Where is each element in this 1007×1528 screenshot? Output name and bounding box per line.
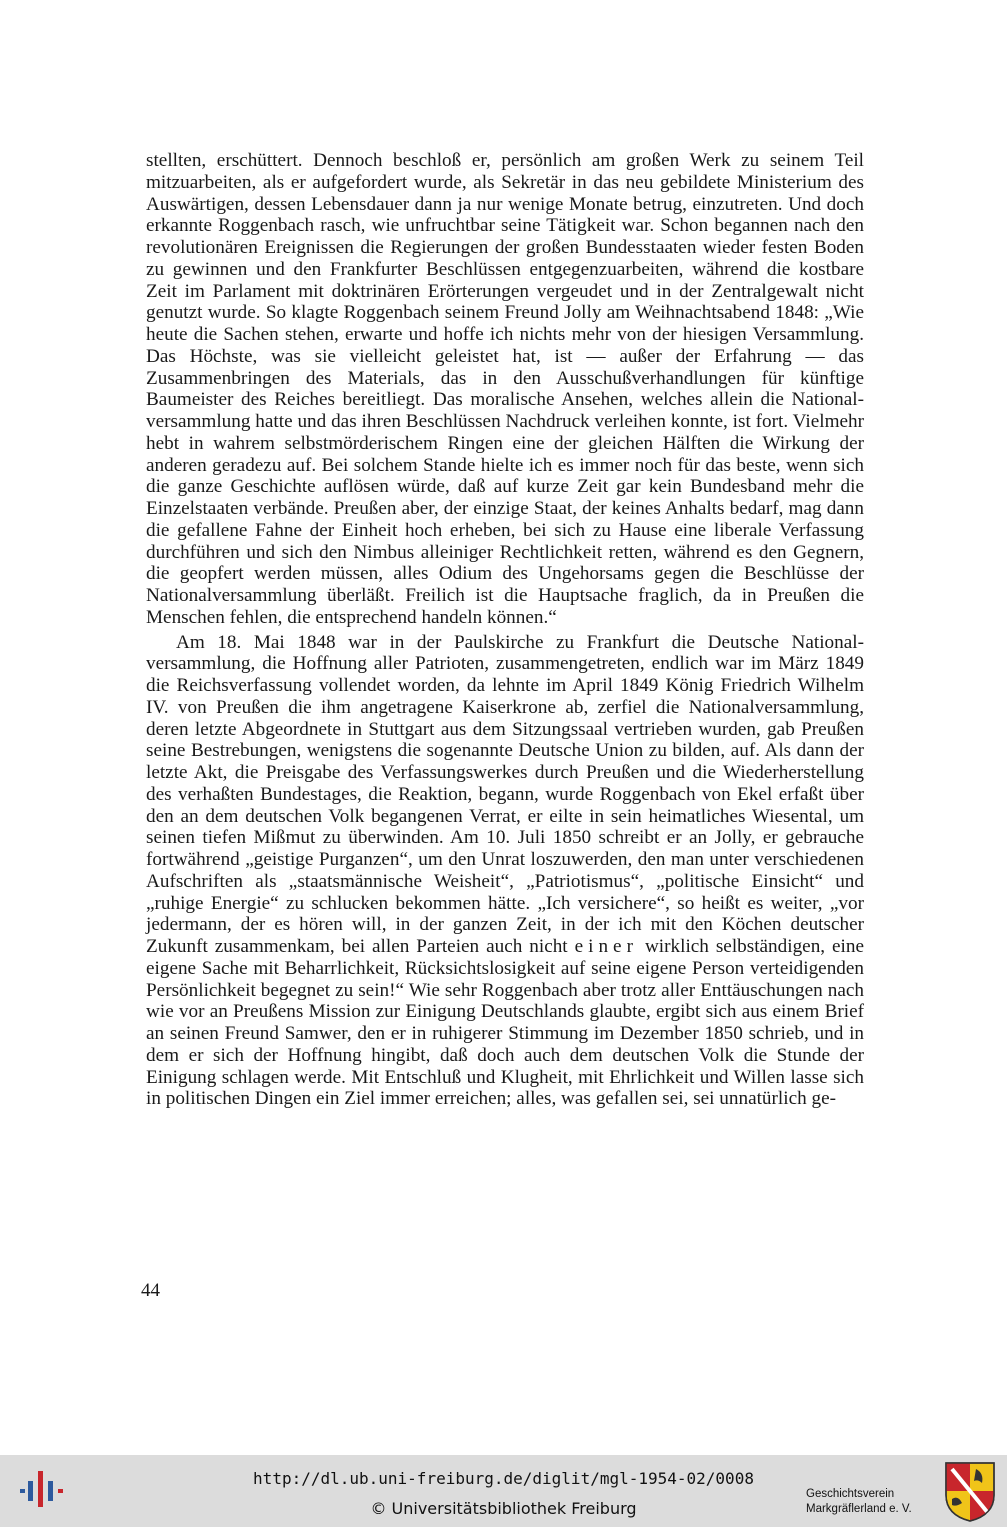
footer-society-name [806, 1487, 936, 1517]
paragraph-2 [146, 632, 864, 1111]
paragraph-1: stellten, erschüttert. Dennoch beschloß er, persönlich am großen Werk zu seinem Teil mitzuarbeiten, als er aufgefordert wurde, als Sekretär in das neu gebildete Ministerium des Auswärtigen, dessen Lebensdauer dann ja nur wenige Monate betrug, einzutreten. Und doch erkannte Roggenbach rasch, wie unfruchtbar seine Tätigkeit war. Schon begannen nach den revolutionären Ereignissen die Regierungen der großen Bundesstaaten wieder festen Boden zu gewinnen und den Frankfurter Beschlüssen entgegenzuarbeiten, während die kostbare Zeit im Parlament mit doktrinären Erörterungen vergeudet und in der Zentralgewalt nicht genutzt wurde. So klagte Roggenbach seinem Freund Jolly am Weihnachtsabend 1848: „Wie heute die Sachen stehen, erwarte und hoffe ich nichts mehr von der hiesigen Versammlung. Das Höchste, was sie vielleicht geleistet hat, ist — außer der Erfahrung — das Zusammenbringen des Materials, das in den Ausschußverhandlungen für künftige Baumeister des Reiches bereitliegt. Das moralische Ansehen, welches allein die Nationalversammlung hatte und das ihren Beschlüssen Nachdruck verleihen konnte, ist fort. Vielmehr hebt in wahrem selbstmörderischem Ringen eine der gleichen Hälften die Wirkung der anderen geradezu auf. Bei solchem Stande hielte ich es immer noch für das beste, wenn sich die ganze Geschichte auflösen würde, daß auf kurze Zeit gar kein Bundesband mehr die Einzelstaaten verbände. Preußen aber, der einzige Staat, der keines Anhalts bedarf, mag dann die gefallene Fahne der Einheit hoch erheben, bei sich zu Hause eine liberale Verfassung durchführen und sich den Nimbus alleiniger Rechtlichkeit retten, während es den Gegnern, die geopfert werden müssen, alles Odium des Ungehorsams gegen die Beschlüsse der Nationalversammlung überläßt. Freilich ist die Hauptsache fraglich, da in Preußen die Menschen fehlen, die entsprechend handeln können.“ [146, 150, 864, 628]
page-body-text [146, 150, 864, 1110]
paragraph-2-spaced-word: einer [574, 936, 638, 957]
footer-copyright: © Universitätsbibliothek Freiburg [370, 1499, 637, 1518]
markgraeflerland-crest-icon[interactable] [944, 1461, 996, 1523]
footer-bar [0, 1455, 1007, 1527]
footer-url-link[interactable]: http://dl.ub.uni-freiburg.de/diglit/mgl-1954-02/0008 [253, 1469, 754, 1488]
page-number: 44 [141, 1280, 160, 1301]
society-line-1: Geschichtsverein [806, 1488, 895, 1500]
society-line-2: Markgräflerland e. V. [806, 1503, 912, 1515]
paragraph-2-part-1: Am 18. Mai 1848 war in der Paulskirche zu Frankfurt die Deutsche Nationalversammlung, die Hoffnung aller Patrioten, zusammengetreten, endlich war im März 1849 die Reichsverfassung vollendet worden, da lehnte im April 1849 König Friedrich Wilhelm IV. von Preußen die ihm angetragene Kaiserkrone ab, zerfiel die Nationalversammlung, deren letzte Abgeordnete in Stuttgart aus dem Sitzungssaal vertrieben wurden, gab Preußen seine Bestrebungen, wenigstens die sogenannte Deutsche Union zu bilden, auf. Als dann der letzte Akt, die Preisgabe des Verfassungswerkes durch Preußen und die Wiederherstellung des verhaßten Bundestages, die Reaktion, begann, wurde Roggenbach von Ekel erfaßt über den an dem deutschen Volk begangenen Verrat, er eilte in sein heimatliches Wiesental, um seinen tiefen Mißmut zu überwinden. Am 10. Juli 1850 schreibt er an Jolly, er gebrauche fortwährend „geistige Purganzen“, um den Unrat loszuwerden, den man unter verschiedenen Aufschriften als „staatsmännische Weisheit“, „Patriotismus“, „politische Einsicht“ und „ruhige Energie“ zu schlucken bekommen hätte. „Ich versichere“, so heißt es weiter, „vor jedermann, der es hören will, in der ganzen Zeit, in der ich mit den Köchen deutscher Zukunft zusammenkam, bei allen Parteien auch nicht [146, 631, 864, 957]
paragraph-2-part-2: wirklich selbständigen, eine eigene Sache mit Beharrlichkeit, Rücksichtslosigkeit auf seine eigene Person verteidigenden Persönlichkeit begegnet zu sein!“ Wie sehr Roggenbach aber trotz aller Enttäuschungen nach wie vor an Preußens Mission zur Einigung Deutschlands glaubte, ergibt sich aus einem Brief an seinen Freund Samwer, den er in ruhigerer Stimmung im Dezember 1850 schrieb, und in dem er sich der Hoffnung hingibt, daß doch auch dem deutschen Volk die Stunde der Einigung schlagen werde. Mit Entschluß und Klugheit, mit Ehrlichkeit und Willen lasse sich in politischen Dingen ein Ziel immer erreichen; alles, was gefallen sei, sei unnatürlich ge- [146, 936, 864, 1110]
